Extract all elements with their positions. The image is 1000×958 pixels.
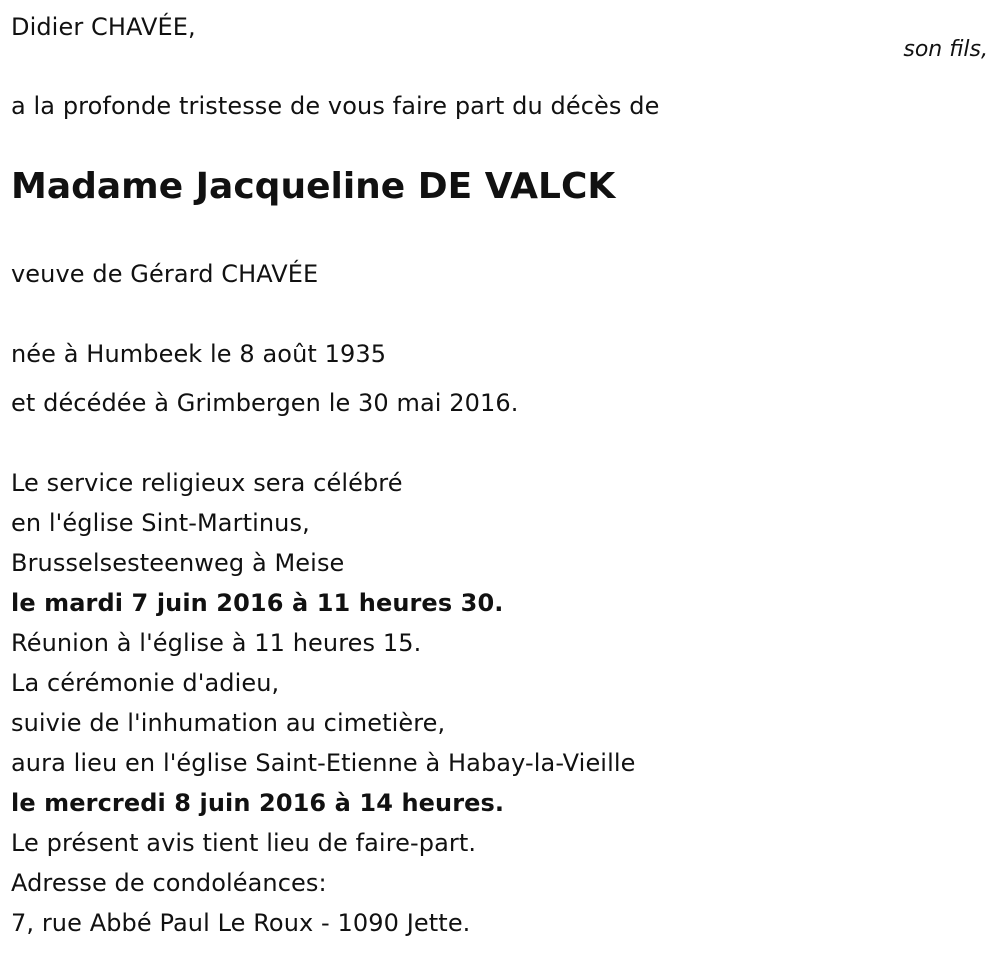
birth-info: née à Humbeek le 8 août 1935 xyxy=(11,340,387,368)
intro-text: a la profonde tristesse de vous faire part du décès de xyxy=(11,92,660,120)
ceremony-line-2: suivie de l'inhumation au cimetière, xyxy=(11,709,446,737)
announcer-relation: son fils, xyxy=(903,37,988,62)
ceremony-datetime: le mercredi 8 juin 2016 à 14 heures. xyxy=(11,789,505,817)
service-meeting: Réunion à l'église à 11 heures 15. xyxy=(11,629,422,657)
deceased-name: Madame Jacqueline DE VALCK xyxy=(11,166,616,207)
announcer-name: Didier CHAVÉE, xyxy=(11,13,196,41)
death-info: et décédée à Grimbergen le 30 mai 2016. xyxy=(11,389,519,417)
service-line-2: en l'église Sint-Martinus, xyxy=(11,509,310,537)
widow-of: veuve de Gérard CHAVÉE xyxy=(11,260,319,288)
service-line-1: Le service religieux sera célébré xyxy=(11,469,403,497)
notice-text: Le présent avis tient lieu de faire-part. xyxy=(11,829,477,857)
condolences-label: Adresse de condoléances: xyxy=(11,869,327,897)
ceremony-line-3: aura lieu en l'église Saint-Etienne à Habay-la-Vieille xyxy=(11,749,636,777)
condolences-address: 7, rue Abbé Paul Le Roux - 1090 Jette. xyxy=(11,909,471,937)
service-datetime: le mardi 7 juin 2016 à 11 heures 30. xyxy=(11,589,504,617)
ceremony-line-1: La cérémonie d'adieu, xyxy=(11,669,280,697)
service-line-3: Brusselsesteenweg à Meise xyxy=(11,549,345,577)
